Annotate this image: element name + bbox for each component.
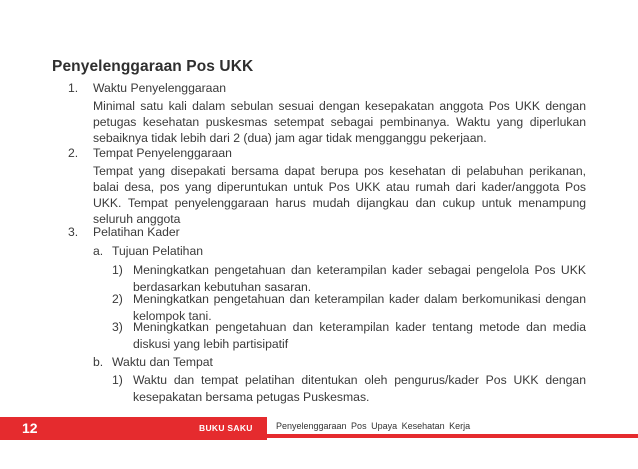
sub-letter: b. [93,355,104,369]
section-heading: Penyelenggaraan Pos UKK [52,58,254,75]
footer-accent-bar [0,417,267,440]
item-number: 2. [68,146,79,160]
item-title: Pelatihan Kader [93,225,180,239]
point-line: berdasarkan kebutuhan sasaran. [133,280,312,294]
point-number: 2) [112,292,123,306]
footer-title: Penyelenggaraan Pos Upaya Kesehatan Kerja [276,421,471,431]
item-number: 3. [68,225,79,239]
point-line: Meningkatkan pengetahuan dan keterampilan kader tentang metode dan media [133,320,586,334]
book-label: BUKU SAKU [199,423,253,433]
item-title: Waktu Penyelenggaraan [93,81,227,95]
footer-rule [267,434,638,438]
point-line: Meningkatkan pengetahuan dan keterampilan kader dalam berkomunikasi dengan [133,292,586,306]
point-line: diskusi yang lebih partisipatif [133,337,289,351]
point-line: kelompok tani. [133,309,212,323]
paragraph-line: petugas kesehatan puskesmas setempat sebagai pembinanya. Waktu yang diperlukan [93,115,586,129]
paragraph-line: UKK. Tempat penyelenggaraan harus mudah dijangkau dan cukup untuk menampung [93,196,586,210]
point-line: Meningkatkan pengetahuan dan keterampilan kader sebagai pengelola Pos UKK [133,263,586,277]
sub-title: Waktu dan Tempat [112,355,213,369]
paragraph-line: Tempat yang disepakati bersama dapat berupa pos kesehatan di pelabuhan perikanan, [93,164,586,178]
point-number: 1) [112,373,123,387]
item-number: 1. [68,81,79,95]
paragraph-line: sebaiknya tidak lebih dari 2 (dua) jam agar tidak mengganggu pekerjaan. [93,131,487,145]
point-number: 3) [112,320,123,334]
footer [0,417,638,440]
point-line: kesepakatan bersama petugas Puskesmas. [133,390,370,404]
paragraph-line: balai desa, pos yang diperuntukan untuk Pos UKK atau rumah dari kader/anggota Pos [93,180,586,194]
page-number: 12 [22,420,38,436]
sub-title: Tujuan Pelatihan [112,244,204,258]
paragraph-line: seluruh anggota [93,212,181,226]
sub-letter: a. [93,244,104,258]
item-title: Tempat Penyelenggaraan [93,146,232,160]
paragraph-line: Minimal satu kali dalam sebulan sesuai dengan kesepakatan anggota Pos UKK dengan [93,99,586,113]
point-number: 1) [112,263,123,277]
point-line: Waktu dan tempat pelatihan ditentukan oleh pengurus/kader Pos UKK dengan [133,373,586,387]
